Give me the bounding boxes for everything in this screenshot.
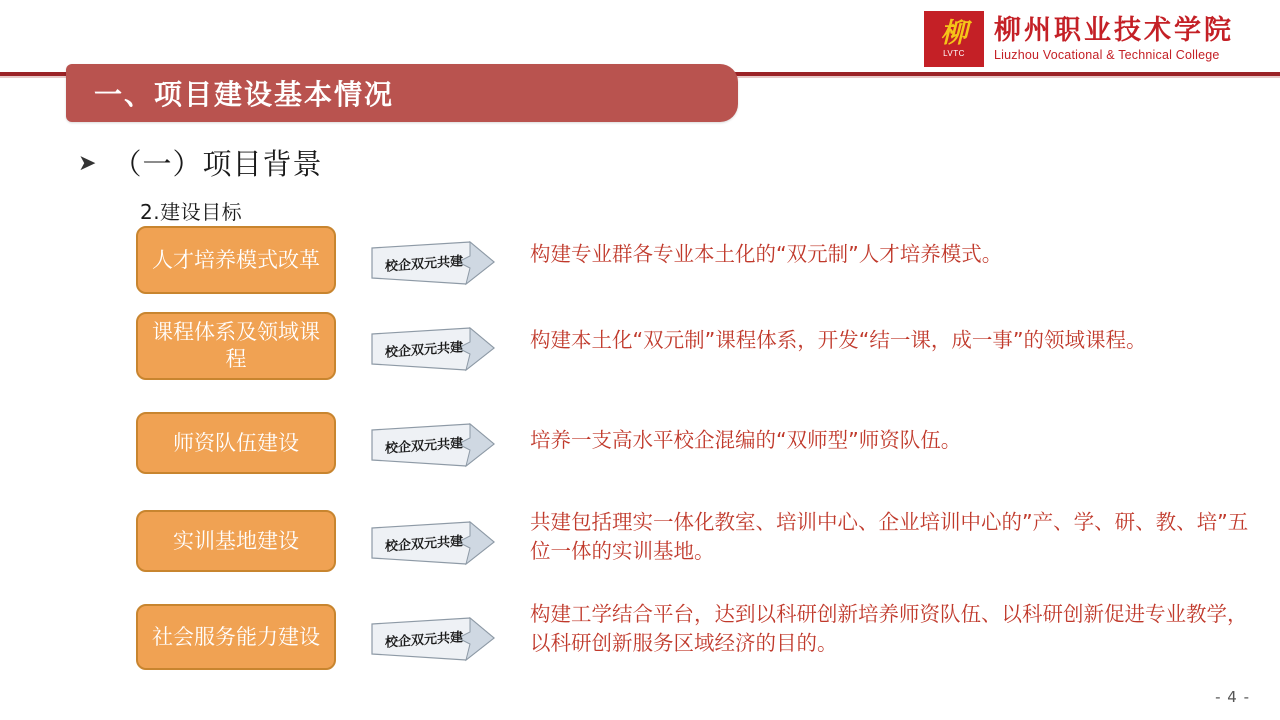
goal-description: 共建包括理实一体化教室、培训中心、企业培训中心的”产、学、研、教、培”五位一体的实训基地。 — [530, 510, 1249, 564]
triangle-bullet-icon: ➤ — [78, 149, 97, 175]
college-logo — [924, 8, 1242, 70]
section-heading-label: （一）项目背景 — [112, 147, 323, 181]
logo-name-en: Liuzhou Vocational & Technical College — [994, 48, 1220, 63]
goal-description: 培养一支高水平校企混编的“双师型”师资队伍。 — [530, 428, 962, 452]
arrow-banner — [370, 616, 498, 662]
arrow-banner — [370, 520, 498, 566]
goal-chip: 师资队伍建设 — [136, 412, 336, 474]
page-number: - 4 - — [1215, 688, 1250, 706]
arrow-label: 校企双元共建 — [384, 340, 463, 361]
goal-chip: 人才培养模式改革 — [136, 226, 336, 294]
goal-description: 构建专业群各专业本土化的“双元制”人才培养模式。 — [530, 242, 1003, 266]
goal-description: 构建本土化“双元制”课程体系，开发“结一课，成一事”的领域课程。 — [530, 328, 1147, 352]
arrow-label: 校企双元共建 — [384, 436, 463, 457]
arrow-label: 校企双元共建 — [384, 630, 463, 651]
goal-description: 构建工学结合平台，达到以科研创新培养师资队伍、以科研创新促进专业教学，以科研创新服务区域经济的目的。 — [530, 602, 1248, 656]
goal-chip: 实训基地建设 — [136, 510, 336, 572]
logo-mark-character: 柳 — [940, 18, 968, 48]
arrow-banner — [370, 422, 498, 468]
arrow-label: 校企双元共建 — [384, 534, 463, 555]
goal-chip: 社会服务能力建设 — [136, 604, 336, 670]
logo-mark-icon — [924, 11, 984, 67]
page-title: 一、项目建设基本情况 — [94, 78, 395, 111]
logo-name-cn: 柳州职业技术学院 — [994, 14, 1234, 46]
arrow-label: 校企双元共建 — [384, 254, 463, 275]
goal-chip: 课程体系及领域课程 — [136, 312, 336, 380]
sub-heading: 2.建设目标 — [140, 200, 243, 224]
slide-title-plate — [66, 64, 738, 122]
arrow-banner — [370, 240, 498, 286]
arrow-banner — [370, 326, 498, 372]
logo-mark-abbr: LVTC — [943, 49, 965, 58]
section-heading — [78, 142, 322, 183]
